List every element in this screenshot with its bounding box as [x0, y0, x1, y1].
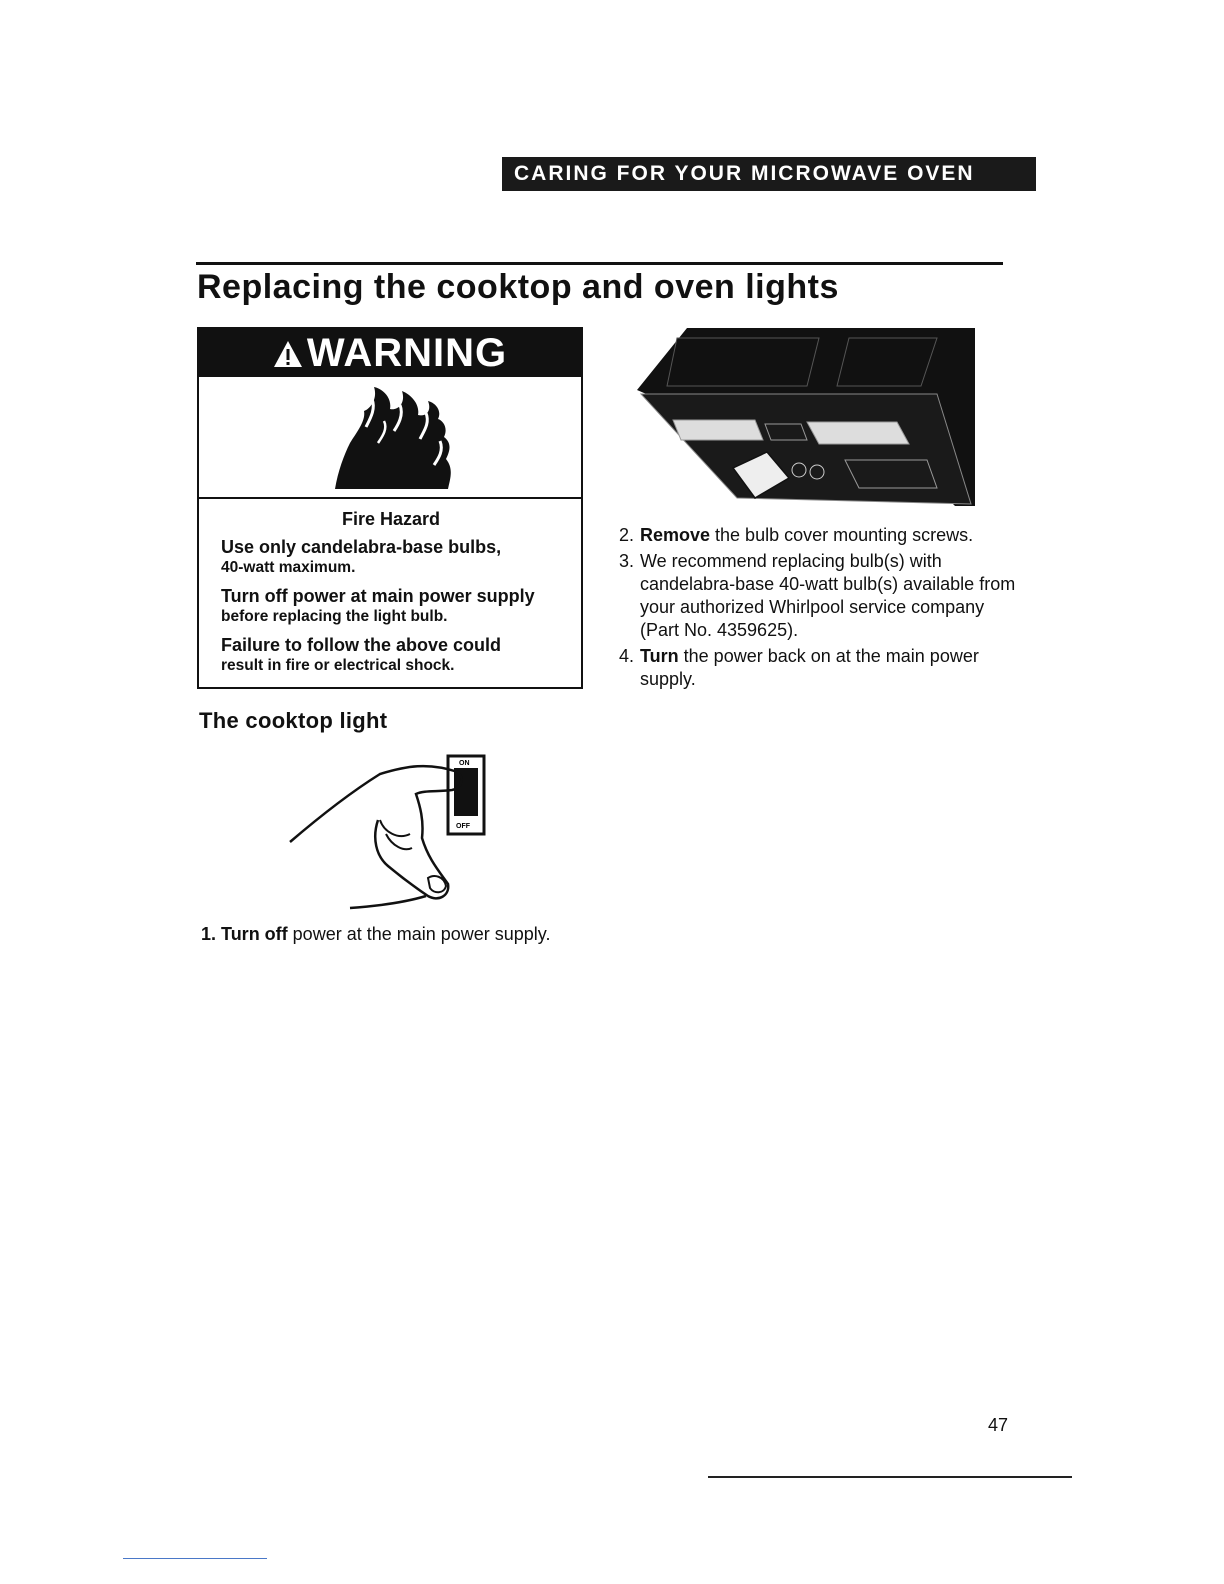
- warning-triangle-icon: [273, 331, 303, 379]
- switch-off-label: OFF: [456, 823, 470, 830]
- step-4: [619, 645, 1019, 691]
- fire-icon: [199, 377, 581, 499]
- step-text: the power back on at the main power supply.: [640, 646, 979, 689]
- warning-header: [199, 329, 581, 377]
- warning-signal-word: WARNING: [306, 331, 508, 375]
- step-action: Turn off: [221, 924, 288, 944]
- oven-bulb-cover-illustration: [637, 328, 977, 515]
- step-number: 2.: [619, 525, 635, 545]
- page-title: Replacing the cooktop and oven lights: [197, 268, 839, 306]
- step-action: Remove: [640, 525, 711, 545]
- page-number: 47: [988, 1415, 1009, 1435]
- hazard-name: Fire Hazard: [341, 509, 441, 529]
- step-number: 4.: [619, 646, 635, 666]
- step-action: Turn: [640, 646, 679, 666]
- footer-rule: [708, 1476, 1072, 1478]
- warning-text: [199, 499, 581, 676]
- warning-subline: 40-watt maximum.: [221, 559, 356, 576]
- warning-subline: before replacing the light bulb.: [221, 608, 448, 625]
- warning-box: [197, 327, 583, 689]
- title-rule: [196, 262, 1003, 265]
- section-banner: CARING FOR YOUR MICROWAVE OVEN: [502, 157, 1036, 191]
- step-text: power at the main power supply.: [287, 924, 551, 944]
- cooktop-light-heading: The cooktop light: [199, 708, 388, 733]
- bottom-divider: [123, 1558, 267, 1559]
- step-3: [619, 550, 1019, 642]
- step-2: [619, 524, 1019, 547]
- warning-line: Failure to follow the above could: [221, 635, 502, 655]
- warning-line: Use only candelabra-base bulbs,: [221, 537, 502, 557]
- warning-line: Turn off power at main power supply: [221, 586, 535, 606]
- warning-subline: result in fire or electrical shock.: [221, 657, 455, 674]
- step-text: We recommend replacing bulb(s) with candelabra-base 40-watt bulb(s) available from your authorized Whirlpool service company (Part No. 4359625).: [640, 551, 1016, 640]
- steps-list: [619, 524, 1019, 694]
- step-number: 3.: [619, 551, 635, 571]
- switch-on-label: ON: [459, 760, 470, 767]
- step-number: 1.: [201, 924, 217, 944]
- step-text: the bulb cover mounting screws.: [710, 525, 974, 545]
- hand-switch-illustration: [288, 748, 498, 923]
- step-1: [201, 922, 550, 946]
